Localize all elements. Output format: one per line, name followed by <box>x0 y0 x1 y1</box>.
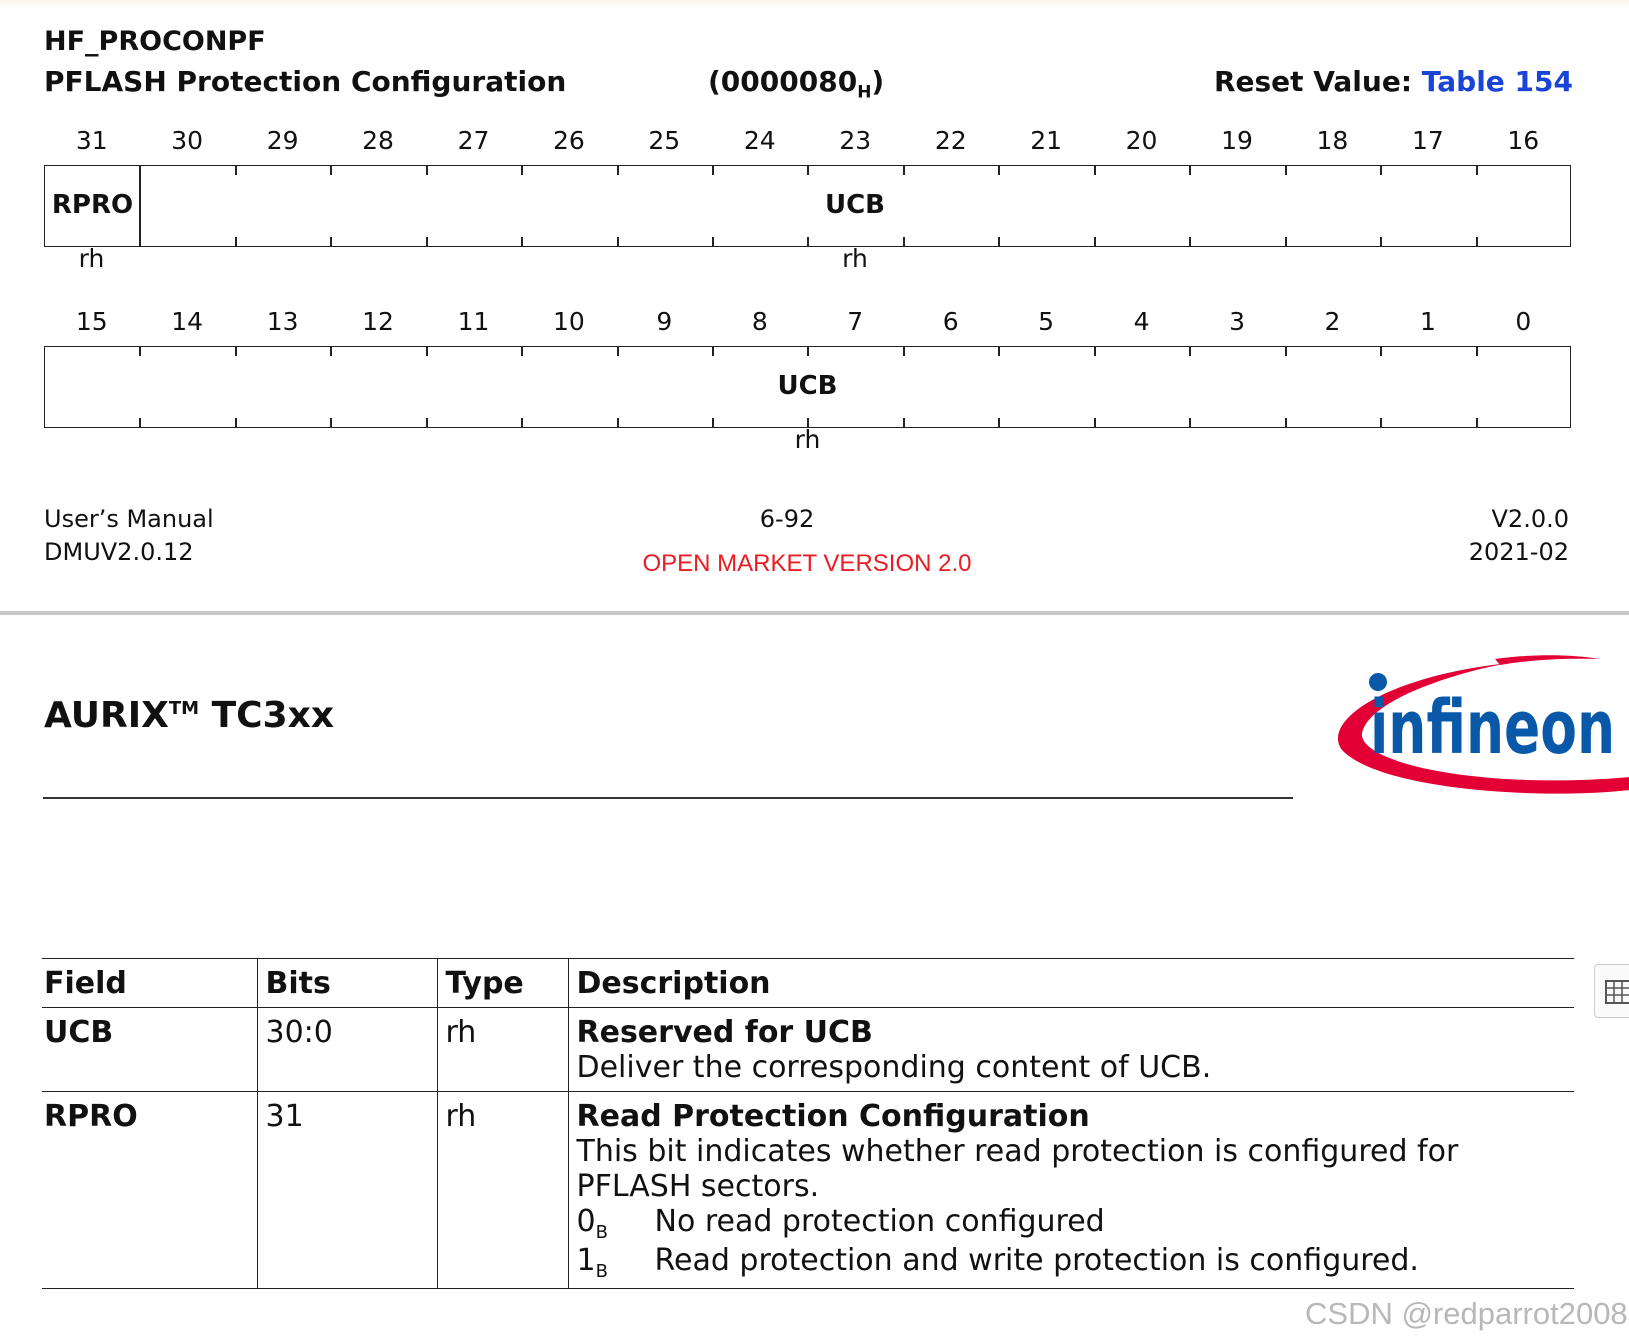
table-header-row <box>42 959 1574 1008</box>
bit-number: 12 <box>362 307 394 336</box>
enum-description: Read protection and write protection is configured. <box>654 1243 1419 1278</box>
register-full-name: PFLASH Protection Configuration <box>44 65 567 98</box>
bit-number: 10 <box>553 307 585 336</box>
bit-number: 31 <box>75 126 108 155</box>
description-title: Reserved for UCB <box>576 1015 873 1050</box>
cell-bits: 30:0 <box>257 1008 437 1092</box>
bit-number: 9 <box>656 307 673 336</box>
reset-value <box>1214 65 1573 98</box>
col-header-type: Type <box>437 959 568 1008</box>
cell-type: rh <box>437 1092 568 1289</box>
cell-field: UCB <box>42 1008 257 1092</box>
reset-value-link[interactable]: Table 154 <box>1421 65 1573 98</box>
cell-field: RPRO <box>42 1092 257 1289</box>
bit-number: 14 <box>171 307 204 336</box>
footer-version: V2.0.0 <box>1491 505 1569 533</box>
table-row <box>42 1008 1574 1092</box>
access-ucb-lower: rh <box>794 425 821 454</box>
register-offset-value: (0000080 <box>708 65 858 98</box>
field-label-ucb-lower: UCB <box>777 371 838 401</box>
bit-number: 13 <box>266 307 299 336</box>
bit-number: 28 <box>362 126 394 155</box>
register-bitfield-lower <box>44 346 1571 428</box>
page-separator <box>0 611 1629 615</box>
cell-description <box>568 1092 1574 1289</box>
access-rpro: rh <box>78 244 105 273</box>
description-title: Read Protection Configuration <box>576 1099 1090 1134</box>
table-row <box>42 1092 1574 1289</box>
enum-value: $0_B$ <box>576 1204 608 1243</box>
field-table <box>42 958 1574 1289</box>
cell-description <box>568 1008 1574 1092</box>
bit-number: 8 <box>751 307 768 336</box>
footer-doc-id: DMUV2.0.12 <box>44 538 194 566</box>
enum-value: $1_B$ <box>576 1243 608 1282</box>
bit-number: 7 <box>847 307 864 336</box>
bit-number: 21 <box>1030 126 1063 155</box>
col-header-field: Field <box>42 959 257 1008</box>
infineon-logo <box>1330 655 1629 800</box>
cell-type: rh <box>437 1008 568 1092</box>
bit-numbers-upper <box>44 126 1571 156</box>
bit-number: 4 <box>1133 307 1150 336</box>
col-header-bits: Bits <box>257 959 437 1008</box>
bit-number: 20 <box>1125 126 1158 155</box>
bit-number: 22 <box>934 126 967 155</box>
header-rule <box>43 797 1293 799</box>
bit-number: 6 <box>942 307 959 336</box>
bit-number: 18 <box>1316 126 1349 155</box>
bit-number: 26 <box>553 126 585 155</box>
enum-description: No read protection configured <box>654 1204 1105 1239</box>
field-label-rpro: RPRO <box>51 190 134 220</box>
reset-value-label: Reset Value: <box>1213 65 1422 98</box>
bit-number: 27 <box>457 126 490 155</box>
bit-number: 16 <box>1507 126 1540 155</box>
bit-numbers-lower <box>44 307 1571 337</box>
footer-page-number: 6-92 <box>759 505 815 533</box>
product-trademark: TM <box>168 698 200 719</box>
bit-number: 0 <box>1515 307 1532 336</box>
product-suffix: TC3xx <box>199 695 335 736</box>
bit-number: 2 <box>1324 307 1341 336</box>
bit-number: 23 <box>839 126 872 155</box>
enum-entry <box>577 1204 1567 1243</box>
enum-entry <box>577 1243 1567 1282</box>
bit-number: 15 <box>75 307 108 336</box>
product-title <box>44 695 334 736</box>
register-bitfield-upper <box>44 165 1571 247</box>
page-top-edge <box>0 0 1629 5</box>
register-offset-subscript: H <box>857 82 872 103</box>
bit-number: 5 <box>1038 307 1055 336</box>
register-offset <box>708 65 884 103</box>
bit-number: 25 <box>648 126 681 155</box>
register-name: HF_PROCONPF <box>44 26 266 57</box>
product-name: AURIX <box>44 695 169 736</box>
description-text: This bit indicates whether read protection is configured for PFLASH sectors. <box>576 1134 1459 1204</box>
logo-wordmark: infineon <box>1370 685 1615 771</box>
register-offset-close: ) <box>871 65 885 98</box>
access-ucb-upper: rh <box>842 244 868 273</box>
bit-number: 11 <box>457 307 490 336</box>
bit-number: 3 <box>1229 307 1245 336</box>
watermark: CSDN @redparrot2008 <box>1305 1296 1628 1331</box>
bit-number: 29 <box>266 126 299 155</box>
table-tool-icon[interactable] <box>1594 964 1629 1018</box>
bit-number: 17 <box>1412 126 1444 155</box>
footer-date: 2021-02 <box>1468 538 1569 566</box>
bit-number: 1 <box>1419 307 1436 336</box>
bit-number: 19 <box>1221 126 1253 155</box>
field-label-ucb-upper: UCB <box>824 190 885 220</box>
col-header-description: Description <box>568 959 1574 1008</box>
description-text: Deliver the corresponding content of UCB. <box>576 1050 1212 1085</box>
cell-bits: 31 <box>257 1092 437 1289</box>
footer-market-version: OPEN MARKET VERSION 2.0 <box>642 550 972 577</box>
bit-number: 24 <box>743 126 776 155</box>
footer-manual: User’s Manual <box>44 505 214 533</box>
bit-number: 30 <box>171 126 204 155</box>
